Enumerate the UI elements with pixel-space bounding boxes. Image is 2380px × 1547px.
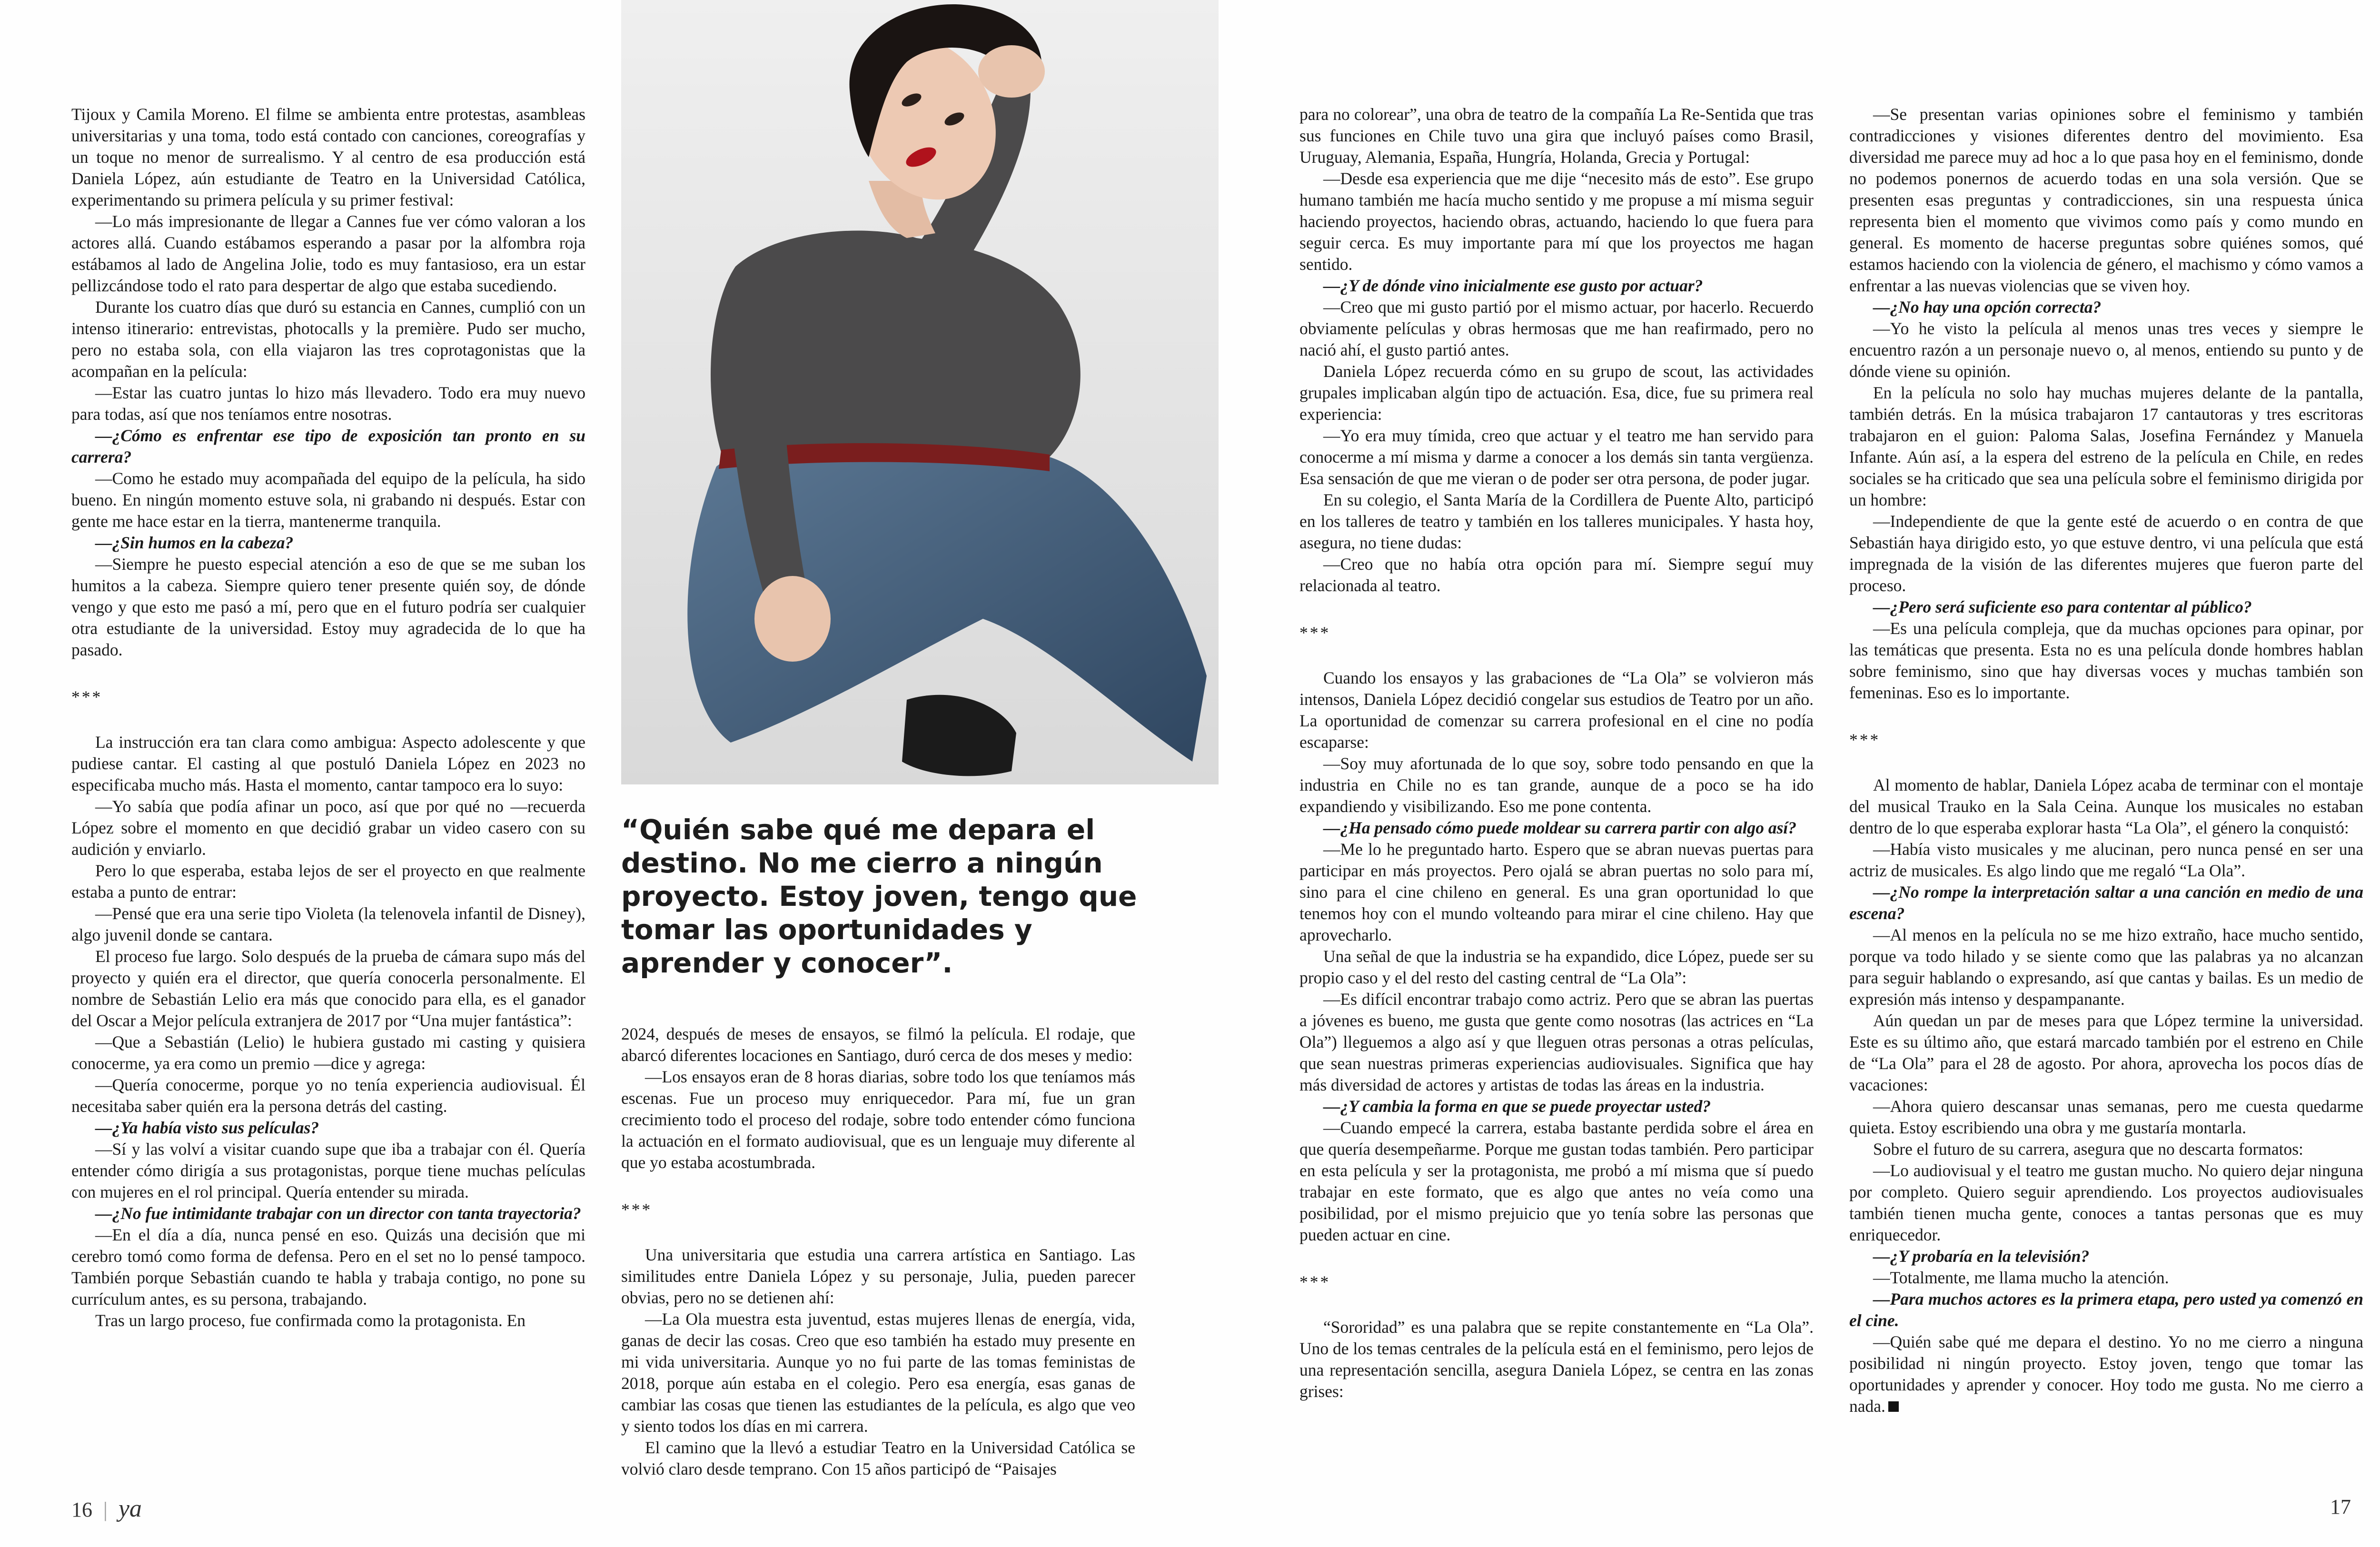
interview-question: —¿No fue intimidante trabajar con un director con tanta trayectoria? (95, 1204, 581, 1223)
paragraph: —Es difícil encontrar trabajo como actriz. Pero que se abran las puertas a jóvenes es bueno, me gusta que gente como nosotras (las actrices en “La Ola”) lleguemos a algo así y que lleguen otras personas a otras películas, que sean nuestras primeras experiencias audiovisuales. Significa que hay más diversidad de actores y artistas de todas las áreas en la industria. (1299, 990, 1814, 1094)
paragraph: —Creo que mi gusto partió por el mismo actuar, por hacerlo. Recuerdo obviamente películas y obras hermosas que me han reafirmado, pero no nació ahí, el gusto partió antes. (1299, 298, 1814, 359)
page-number-right: 17 (2330, 1495, 2351, 1518)
paragraph: Una universitaria que estudia una carrera artística en Santiago. Las similitudes entre Daniela López y su personaje, Julia, pueden parecer obvias, pero no se detienen ahí: (621, 1245, 1135, 1307)
portrait-illustration (621, 0, 1219, 784)
paragraph: Tijoux y Camila Moreno. El filme se ambienta entre protestas, asambleas universitarias y una toma, todo está contado con canciones, coreografías y un toque no menor de surrealismo. Y al centro de esa producción está Daniela López, aún estudiante de Teatro en la Universidad Católica, experimentando su primera película y su primer festival: (71, 105, 585, 209)
paragraph: Daniela López recuerda cómo en su grupo de scout, las actividades grupales implicaban algún tipo de actuación. Esa, dice, fue su primera real experiencia: (1299, 362, 1814, 424)
interview-question: —¿Ha pensado cómo puede moldear su carrera partir con algo así? (1323, 818, 1797, 837)
paragraph: —Yo he visto la película al menos unas tres veces y siempre le encuentro razón a un personaje nuevo o, al menos, entiendo su punto y de dónde viene su opinión. (1849, 319, 2363, 381)
paragraph: En la película no solo hay muchas mujeres delante de la pantalla, también detrás. En la música trabajaron 17 cantautoras y tres escritoras trabajaron en el guion: Paloma Salas, Josefina Fernández y Manuela Infante. Aún así, a la espera del estreno de la película en Chile, en redes sociales se ha criticado que sea una película sobre el feminismo dirigida por un hombre: (1849, 383, 2363, 509)
paragraph: —Totalmente, me llama mucho la atención. (1873, 1268, 2169, 1287)
paragraph: —La Ola muestra esta juventud, estas mujeres llenas de energía, vida, ganas de decir las cosas. Creo que eso también ha estado muy presente en mi vida universitaria. Aunque yo no fui parte de las tomas feministas de 2018, porque aún estaba en el colegio. Pero esa energía, esas ganas de cambiar las cosas que tienen las estudiantes de la película, es algo que veo y siento todos los días en mi carrera. (621, 1309, 1135, 1436)
paragraph: La instrucción era tan clara como ambigua: Aspecto adolescente y que pudiese cantar. El casting al que postuló Daniela López en 2023 no especificaba mucho más. Hasta el momento, cantar tampoco era lo suyo: (71, 733, 585, 794)
portrait-photo (621, 0, 1219, 784)
section-separator: *** (1299, 623, 1331, 642)
interview-question: —Para muchos actores es la primera etapa, pero usted ya comenzó en el cine. (1849, 1289, 2363, 1330)
paragraph: —Al menos en la película no se me hizo extraño, hace mucho sentido, porque va todo hilado y se siente como que las palabras ya no alcanzan para seguir hablando o expresando, así que cantas y bailas. Es un medio de expresión más intenso y despampanante. (1849, 925, 2363, 1009)
paragraph: Tras un largo proceso, fue confirmada como la protagonista. En (95, 1311, 526, 1330)
paragraph: —Desde esa experiencia que me dije “necesito más de esto”. Ese grupo humano también me hacía mucho sentido y me propuse a mí misma seguir haciendo proyectos, haciendo obras, actuando, haciendo lo que fuera para seguir cerca. Es muy importante para mí que los proyectos me hagan sentido. (1299, 169, 1814, 274)
paragraph: —Como he estado muy acompañada del equipo de la película, ha sido bueno. En ningún momento estuve sola, ni grabando ni después. Estar con gente me hace estar en la tierra, mantenerme tranquila. (71, 469, 585, 531)
paragraph: —Me lo he preguntado harto. Espero que se abran nuevas puertas para participar en más proyectos. Pero ojalá se abran puertas no solo para mí, sino para el cine chileno en general. Es una gran oportunidad lo que tenemos hoy con el mundo volteando para mirar el cine chileno. Hay que aprovecharlo. (1299, 840, 1814, 944)
paragraph: —Es una película compleja, que da muchas opciones para opinar, por las temáticas que presenta. Esta no es una película donde hombres hablan sobre feminismo, sino que hay diversas voces y muchas también son femeninas. Eso es lo importante. (1849, 619, 2363, 702)
paragraph: “Sororidad” es una palabra que se repite constantemente en “La Ola”. Uno de los temas centrales de la película está en el feminismo, pero lejos de una representación sencilla, asegura Daniela López, se centra en las zonas grises: (1299, 1318, 1814, 1401)
section-separator: *** (621, 1200, 653, 1219)
paragraph: —Lo más impresionante de llegar a Cannes fue ver cómo valoran a los actores allá. Cuando estábamos esperando a pasar por la alfombra roja estábamos al lado de Angelina Jolie, todo es muy fantasioso, era un estar pellizcándose todo el rato para despertar de algo que estaba sucediendo. (71, 212, 585, 295)
section-separator: *** (1849, 730, 1881, 749)
page-folio-left (71, 1495, 142, 1523)
article-column-4 (1849, 104, 2363, 1417)
paragraph: —Quería conocerme, porque yo no tenía experiencia audiovisual. Él necesitaba saber quién era la persona detrás del casting. (71, 1075, 585, 1116)
paragraph: —Que a Sebastián (Lelio) le hubiera gustado mi casting y quisiera conocerme, ya era como un premio —dice y agrega: (71, 1032, 585, 1073)
paragraph: Durante los cuatro días que duró su estancia en Cannes, cumplió con un intenso itinerario: entrevistas, photocalls y la première. Pudo ser mucho, pero no estaba sola, con ella viajaron las tres coprotagonistas que la acompañan en la película: (71, 298, 585, 381)
paragraph: Sobre el futuro de su carrera, asegura que no descarta formatos: (1873, 1140, 2303, 1159)
paragraph: —Quién sabe qué me depara el destino. Yo no me cierro a ninguna posibilidad ni ningún proyecto. Estoy joven, tengo que tomar las oportunidades y aprender y conocer. Hoy todo me gusta. No me cierro a nada. (1849, 1332, 2363, 1416)
paragraph: —Creo que no había otra opción para mí. Siempre seguí muy relacionada al teatro. (1299, 555, 1814, 595)
interview-question: —¿Pero será suficiente eso para contentar al público? (1873, 597, 2252, 616)
paragraph: Al momento de hablar, Daniela López acaba de terminar con el montaje del musical Trauko en la Sala Ceina. Aunque los musicales no estaban dentro de lo que esperaba explorar hasta “La Ola”, el género la conquistó: (1849, 775, 2363, 837)
article-column-2 (621, 1023, 1135, 1480)
pull-quote: “Quién sabe qué me depara el destino. No me cierro a ningún proyecto. Estoy joven, tengo que tomar las oportunidades y aprender y conocer”. (621, 813, 1137, 979)
section-separator: *** (1299, 1272, 1331, 1291)
interview-question: —¿Sin humos en la cabeza? (95, 533, 294, 552)
magazine-logo: ya (118, 1495, 142, 1522)
interview-question: —¿Y cambia la forma en que se puede proyectar usted? (1323, 1097, 1711, 1116)
paragraph: —Lo audiovisual y el teatro me gustan mucho. No quiero dejar ninguna por completo. Quiero seguir aprendiendo. Los proyectos audiovisuales también tienen mucha gente, conoces a tantas personas que es muy enriquecedor. (1849, 1161, 2363, 1244)
section-separator: *** (71, 687, 103, 706)
paragraph: —Sí y las volví a visitar cuando supe que iba a trabajar con él. Quería entender cómo dirigía a sus protagonistas, porque tiene muchas películas con mujeres en el rol principal. Quería entender su mirada. (71, 1140, 585, 1201)
interview-question: —¿Y de dónde vino inicialmente ese gusto por actuar? (1323, 276, 1703, 295)
article-column-1 (71, 104, 585, 1331)
paragraph: Aún quedan un par de meses para que López termine la universidad. Este es su último año, que estará marcado también por el estreno en Chile de “La Ola” para el 28 de agosto. Por ahora, aprovecha los pocos días de vacaciones: (1849, 1011, 2363, 1094)
paragraph: —Siempre he puesto especial atención a eso de que se me suban los humitos a la cabeza. Siempre quiero tener presente quién soy, de dónde vengo y que esto me pasó a mí, pero que en el futuro podría ser cualquier otra estudiante de la universidad. Estoy muy agradecida de lo que ha pasado. (71, 555, 585, 659)
paragraph: El camino que la llevó a estudiar Teatro en la Universidad Católica se volvió claro desde temprano. Con 15 años participó de “Paisajes (621, 1438, 1135, 1478)
paragraph: —Estar las cuatro juntas lo hizo más llevadero. Todo era muy nuevo para todas, así que nos teníamos entre nosotras. (71, 383, 585, 424)
paragraph: —Cuando empecé la carrera, estaba bastante perdida sobre el área en que quería desempeñarme. Porque me gustan todas también. Pero participar en esta película y ser la protagonista, me probó a mí misma que sí puedo trabajar en este formato, que es algo que antes no veía como una posibilidad, por el mismo prejuicio que yo tenía sobre las personas que pueden actuar en cine. (1299, 1118, 1814, 1244)
paragraph: —En el día a día, nunca pensé en eso. Quizás una decisión que mi cerebro tomó como forma de defensa. Pero en el set no lo pensé tampoco. También porque Sebastián cuando te habla y trabaja contigo, no pone su currículum antes, es su persona, trabajando. (71, 1225, 585, 1309)
paragraph: —Se presentan varias opiniones sobre el feminismo y también contradicciones y visiones diferentes dentro del movimiento. Esa diversidad me parece muy ad hoc a lo que pasa hoy en el feminismo, donde no podemos ponernos de acuerdo todas en una sola versión. Que se presenten esas preguntas y contradicciones, sin una respuesta única representa bien el momento que vivimos como país y como mundo en general. Es momento de hacerse preguntas sobre quiénes somos, qué estamos haciendo con la violencia de género, el machismo y cómo vamos a enfrentar a las nuevas violencias que se viven hoy. (1849, 105, 2363, 295)
paragraph: El proceso fue largo. Solo después de la prueba de cámara supo más del proyecto y quién era el director, que quería conocerla personalmente. El nombre de Sebastián Lelio era más que conocido para ella, es el ganador del Oscar a Mejor película extranjera de 2017 por “Una mujer fantástica”: (71, 947, 585, 1030)
paragraph: para no colorear”, una obra de teatro de la compañía La Re-Sentida que tras sus funciones en Chile tuvo una gira que incluyó países como Brasil, Uruguay, Alemania, España, Hungría, Holanda, Grecia y Portugal: (1299, 105, 1814, 167)
paragraph: —Los ensayos eran de 8 horas diarias, sobre todo los que teníamos más escenas. Fue un proceso muy enriquecedor. Para mí, fue un gran crecimiento todo el proceso del rodaje, sobre todo entender cómo funciona la actuación en el formato audiovisual, que es un lenguaje muy diferente al que yo estaba acostumbrada. (621, 1067, 1135, 1172)
end-mark (1888, 1401, 1899, 1412)
folio-divider: | (103, 1498, 108, 1521)
paragraph: Pero lo que esperaba, estaba lejos de ser el proyecto en que realmente estaba a punto de entrar: (71, 861, 585, 902)
paragraph: —Pensé que era una serie tipo Violeta (la telenovela infantil de Disney), algo juvenil donde se cantara. (71, 904, 585, 944)
paragraph: —Yo era muy tímida, creo que actuar y el teatro me han servido para conocerme a mí misma y darme a conocer a los demás sin tanta vergüenza. Esa sensación de que me vieran o de poder ser otra persona, de poder jugar. (1299, 426, 1814, 488)
paragraph: —Ahora quiero descansar unas semanas, pero me cuesta quedarme quieta. Estoy escribiendo una obra y me gustaría montarla. (1849, 1097, 2363, 1137)
interview-question: —¿No hay una opción correcta? (1873, 298, 2102, 317)
paragraph: En su colegio, el Santa María de la Cordillera de Puente Alto, participó en los talleres de teatro y también en los talleres municipales. Y hasta hoy, asegura, no tiene dudas: (1299, 490, 1814, 552)
paragraph: Cuando los ensayos y las grabaciones de “La Ola” se volvieron más intensos, Daniela López decidió congelar sus estudios de Teatro por un año. La oportunidad de comenzar su carrera profesional en el cine no podía escaparse: (1299, 668, 1814, 752)
interview-question: —¿No rompe la interpretación saltar a una canción en medio de una escena? (1849, 883, 2363, 923)
paragraph: Una señal de que la industria se ha expandido, dice López, puede ser su propio caso y el del resto del casting central de “La Ola”: (1299, 947, 1814, 987)
paragraph: —Había visto musicales y me alucinan, pero nunca pensé en ser una actriz de musicales. Es algo lindo que me regaló “La Ola”. (1849, 840, 2363, 880)
paragraph: —Soy muy afortunada de lo que soy, sobre todo pensando en que la industria en Chile no es tan grande, aunque de a poco se ha ido expandiendo y visibilizando. Eso me pone contenta. (1299, 754, 1814, 816)
article-column-3 (1299, 104, 1814, 1402)
interview-question: —¿Ya había visto sus películas? (95, 1118, 319, 1137)
interview-question: —¿Y probaría en la televisión? (1873, 1247, 2090, 1266)
paragraph: —Independiente de que la gente esté de acuerdo o en contra de que Sebastián haya dirigido esto, yo que estuve dentro, vi una película que está impregnada de la visión de las diferentes mujeres que fueron parte del proceso. (1849, 512, 2363, 595)
paragraph: 2024, después de meses de ensayos, se filmó la película. El rodaje, que abarcó diferentes locaciones en Santiago, duró cerca de dos meses y medio: (621, 1024, 1135, 1065)
page-number-left: 16 (71, 1498, 92, 1521)
interview-question: —¿Cómo es enfrentar ese tipo de exposición tan pronto en su carrera? (71, 426, 585, 466)
paragraph: —Yo sabía que podía afinar un poco, así que por qué no —recuerda López sobre el momento en que decidió grabar un video casero con su audición y enviarlo. (71, 797, 585, 859)
